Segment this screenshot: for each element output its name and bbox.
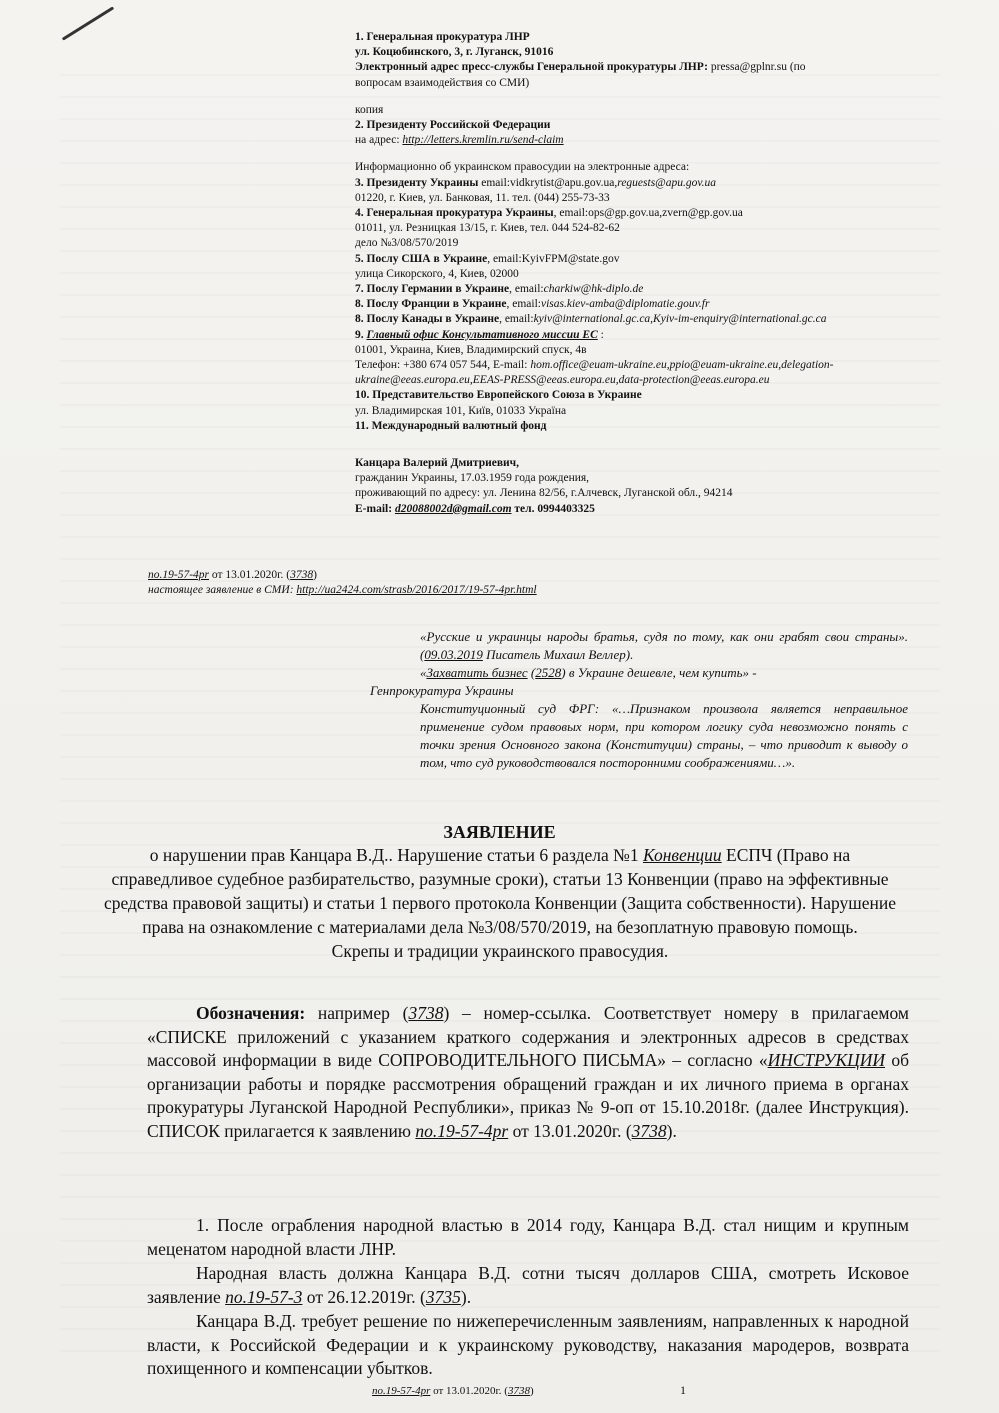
addr-line: вопросам взаимодействия со СМИ)	[355, 76, 530, 89]
subtitle-text: о нарушении прав Канцара В.Д.. Нарушение статьи 6 раздела №1	[149, 845, 643, 865]
addr-line: тел. 0994403325	[511, 502, 595, 515]
footer-ref: по.19-57-4pr	[372, 1385, 431, 1397]
addr-line: 7. Послу Германии в Украине	[355, 283, 510, 296]
quote-link[interactable]: Захватить бизнес	[426, 665, 528, 680]
addr-line: :	[597, 328, 604, 341]
body-text: Народная власть должна Канцара В.Д. сотни тысяч долларов США, смотреть Исковое заявление	[147, 1263, 909, 1307]
addr-line: 8. Послу Франции в Украине	[355, 298, 507, 311]
designations-paragraph	[147, 1002, 909, 1143]
quote-text: «	[420, 665, 427, 680]
addr-line: улица Сикорского, 4, Киев, 02000	[355, 267, 519, 280]
designations-label: Обозначения:	[196, 1003, 306, 1023]
addr-line: 01220, г. Киев, ул. Банковая, 11. тел. (044) 255-73-33	[355, 191, 610, 204]
ref-num-link[interactable]: 3735	[425, 1286, 461, 1307]
addr-line: , email:ops@gp.gov.ua,zvern@gp.gov.ua	[553, 207, 743, 220]
addr-line: 5. Послу США в Украине	[355, 252, 488, 265]
addr-line: 01011, ул. Резницкая 13/15, г. Киев, тел. 044 524-82-62	[355, 222, 620, 235]
ref-num-link[interactable]: 3738	[290, 569, 314, 581]
addr-line: visas.kiev-amba@diplomatie.gouv.fr	[541, 298, 710, 311]
sender-name: Канцара Валерий Дмитриевич,	[355, 457, 520, 470]
footer-text: )	[529, 1385, 534, 1397]
convention-link[interactable]: Конвенции	[642, 845, 722, 865]
addr-line: 4. Генеральная прокуратура Украины	[355, 207, 554, 220]
addr-line: , email:KyivFPM@state.gov	[487, 252, 620, 265]
epigraph-quotes	[370, 628, 908, 772]
body-text: ).	[460, 1286, 472, 1307]
kremlin-link[interactable]: http://letters.kremlin.ru/send-claim	[402, 134, 564, 147]
addr-line: reguests@apu.gov.ua	[617, 176, 716, 189]
subtitle-text: ЕСПЧ (Право на справедливое судебное разбирательство, разумные сроки), статьи 13 Конвенции (право на эффективные средства правовой защиты) и статьи 1 первого протокола Конвенции (Защита собственности). Нарушение права на ознакомление с материалами дела №3/08/570/2019, на безоплатную правовую помощь.	[103, 845, 897, 937]
addr-line: гражданин Украины, 17.03.1959 года рождения,	[355, 472, 590, 485]
address-block	[355, 30, 915, 517]
addr-line: 8. Послу Канады в Украине	[355, 313, 500, 326]
ref-link[interactable]: по.19-57-4pr	[415, 1120, 509, 1141]
quote-text: Писатель Михаил Веллер).	[482, 647, 634, 662]
page-footer	[372, 1385, 534, 1397]
addr-line: pressa@gplnr.su (по	[708, 61, 806, 74]
addr-line: 1. Генеральная прокуратура ЛНР	[355, 31, 530, 43]
body-text: например (	[305, 1003, 409, 1023]
sender-email-link[interactable]: d20088002d@gmail.com	[394, 502, 512, 515]
paragraph-2	[147, 1262, 909, 1309]
body-text: ).	[666, 1120, 677, 1141]
quote-num-link[interactable]: 2528	[535, 665, 562, 680]
quote-text: (	[527, 665, 536, 680]
addr-line: проживающий по адресу: ул. Ленина 82/56, г.Алчевск, Луганской обл., 94214	[355, 487, 733, 500]
addr-line: 10. Представительство Европейского Союза в Украине	[355, 389, 642, 402]
pen-mark	[62, 6, 114, 40]
ref-link[interactable]: по.19-57-4pr	[148, 569, 210, 581]
smi-link[interactable]: http://ua2424.com/strasb/2016/2017/19-57-4pr.html	[296, 584, 537, 596]
document-meta	[148, 568, 537, 598]
addr-line: 01001, Украина, Киев, Владимирский спуск, 4в	[355, 343, 587, 356]
page-number: 1	[680, 1383, 686, 1397]
addr-line: hom.office@euam-ukraine.eu,ppio@euam-ukraine.eu,delegation-	[530, 359, 834, 372]
meta-text: )	[313, 569, 317, 581]
meta-text: настоящее заявление в СМИ:	[148, 584, 297, 596]
footer-text: от 13.01.2020г. (	[430, 1385, 508, 1397]
quote-text: Генпрокуратура Украины	[370, 683, 514, 698]
ref-num-link[interactable]: 3738	[631, 1120, 667, 1141]
addr-line: копия	[355, 103, 384, 116]
footer-num: 3738	[507, 1385, 530, 1397]
addr-line: , email:	[509, 283, 544, 296]
addr-line: Информационно об украинском правосудии на электронные адреса:	[355, 161, 690, 174]
addr-line: на адрес:	[355, 134, 403, 147]
quote-text: Конституционный суд ФРГ: «…Признаком произвола является неправильное применение судом правовых норм, при котором логику суда невозможно понять с точки зрения Основного закона (Конституции) страны, – что приводит к выводу о том, что суд руководствовался посторонними соображениями…».	[420, 701, 908, 770]
addr-line: ул. Коцюбинского, 3, г. Луганск, 91016	[355, 46, 554, 59]
quote-text: «Русские и украинцы народы братья, судя по тому, как они грабят свои страны». (	[420, 629, 908, 662]
paragraph-1: 1. После ограбления народной властью в 2014 году, Канцара В.Д. стал нищим и крупным меценатом народной власти ЛНР.	[147, 1215, 909, 1259]
addr-line: Главный офис Консультативного миссии ЕС	[366, 328, 598, 341]
document-subtitle	[100, 843, 900, 963]
body-text: от 13.01.2020г. (	[508, 1120, 632, 1141]
addr-line: 3. Президенту Украины	[355, 176, 479, 189]
addr-line: 11. Международный валютный фонд	[355, 419, 547, 432]
paragraph-3: Канцара В.Д. требует решение по нижеперечисленным заявлениям, направленных к народной власти, к Российской Федерации и к украинскому руководству, наказания мародеров, возврата похищенного и компенсации убытков.	[147, 1311, 909, 1378]
addr-line: , email:	[499, 313, 534, 326]
ref-num-link[interactable]: 3738	[408, 1003, 444, 1023]
body-text: об организации работы и порядке рассмотрения обращений граждан и их личного приема в органах прокуратуры Луганской Народной Республики», приказ № 9-оп от 15.10.2018г. (далее Инструкция). СПИСОК прилагается к заявлению	[147, 1050, 909, 1141]
meta-text: от 13.01.2020г. (	[209, 569, 291, 581]
addr-line: kyiv@international.gc.ca,Kyiv-im-enquiry@international.gc.ca	[533, 313, 827, 326]
ref-link[interactable]: по.19-57-3	[225, 1286, 303, 1307]
subtitle-text: Скрепы и традиции украинского правосудия.	[331, 941, 669, 961]
addr-line: , email:	[506, 298, 541, 311]
addr-line: 9.	[355, 328, 367, 341]
addr-line: дело №3/08/570/2019	[355, 237, 459, 250]
addr-line: Телефон: +380 674 057 544, E-mail:	[355, 359, 531, 372]
addr-line: charkiw@hk-diplo.de	[543, 283, 644, 296]
addr-line: email:vidkrytist@apu.gov.ua,	[478, 176, 618, 189]
document-title: ЗАЯВЛЕНИЕ	[443, 822, 556, 842]
addr-line: ukraine@eeas.europa.eu,EEAS-PRESS@eeas.europa.eu,data-protection@eeas.europa.eu	[355, 374, 770, 387]
quote-text: ) в Украине дешевле, чем купить» -	[561, 665, 757, 680]
body-text: ) – номер-ссылка. Соответствует номеру в прилагаемом «СПИСКЕ приложений с указанием краткого содержания и электронных адресов в средствах массовой информации в виде СОПРОВОДИТЕЛЬНОГО ПИСЬМА» – согласно «	[147, 1003, 909, 1070]
quote-date-link[interactable]: 09.03.2019	[424, 647, 483, 662]
addr-line: ул. Владимирская 101, Київ, 01033 Україна	[355, 404, 567, 417]
instruction-link[interactable]: ИНСТРУКЦИИ	[767, 1050, 886, 1070]
addr-line: Электронный адрес пресс-службы Генеральной прокуратуры ЛНР:	[355, 61, 708, 74]
body-text: от 26.12.2019г. (	[302, 1286, 426, 1307]
addr-line: E-mail:	[355, 502, 395, 515]
addr-line: 2. Президенту Российской Федерации	[355, 119, 551, 132]
